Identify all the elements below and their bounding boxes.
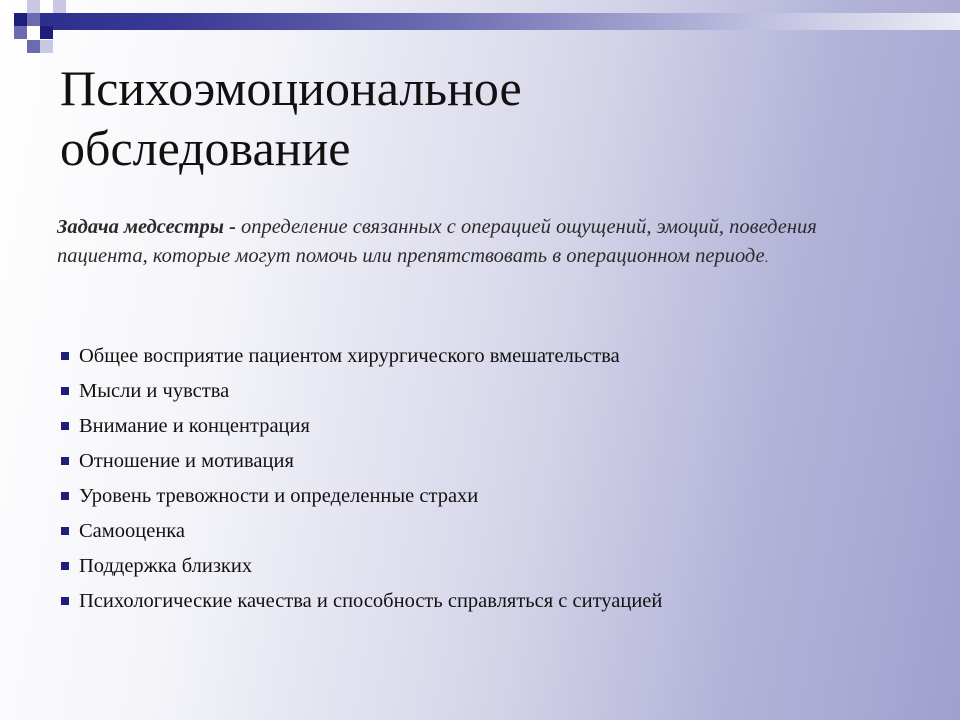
list-item-text: Отношение и мотивация	[79, 450, 294, 472]
list-item-text: Общее восприятие пациентом хирургического вмешательства	[79, 345, 620, 367]
list-item-text: Психологические качества и способность справляться с ситуацией	[79, 590, 663, 612]
nurse-task-paragraph	[57, 213, 887, 273]
list-item	[60, 515, 920, 550]
square-bullet-icon	[61, 352, 69, 360]
nurse-task-label: Задача медсестры -	[57, 216, 236, 238]
nurse-task-text: определение связанных с операцией ощущений, эмоций, поведения пациента, которые могут помочь или препятствовать в операционном периоде	[57, 216, 817, 267]
decorative-square	[40, 40, 53, 53]
square-bullet-icon	[61, 387, 69, 395]
list-item-text: Внимание и концентрация	[79, 415, 310, 437]
square-bullet-icon	[61, 597, 69, 605]
decorative-square	[27, 0, 40, 13]
decorative-square	[14, 26, 27, 39]
assessment-list	[60, 340, 920, 620]
list-item	[60, 340, 920, 375]
list-item-text: Самооценка	[79, 520, 186, 542]
list-item	[60, 445, 920, 480]
square-bullet-icon	[61, 527, 69, 535]
square-bullet-icon	[61, 457, 69, 465]
square-bullet-icon	[61, 422, 69, 430]
list-item-text: Мысли и чувства	[79, 380, 230, 402]
square-bullet-icon	[61, 492, 69, 500]
list-item	[60, 550, 920, 585]
list-item	[60, 375, 920, 410]
decorative-square	[27, 13, 40, 26]
decorative-square	[27, 40, 40, 53]
slide-title-line1: Психоэмоциональное	[60, 60, 522, 116]
list-item	[60, 585, 920, 620]
list-item	[60, 410, 920, 445]
square-bullet-icon	[61, 562, 69, 570]
decorative-top-bar	[40, 13, 960, 30]
decorative-square	[40, 26, 53, 39]
slide-title-line2: обследование	[60, 120, 351, 176]
decorative-square	[53, 0, 66, 13]
decorative-square	[14, 13, 27, 26]
slide-title	[60, 58, 900, 178]
nurse-task-period: .	[764, 251, 769, 266]
list-item-text: Уровень тревожности и определенные страхи	[79, 485, 479, 507]
list-item-text: Поддержка близких	[79, 555, 253, 577]
list-item	[60, 480, 920, 515]
